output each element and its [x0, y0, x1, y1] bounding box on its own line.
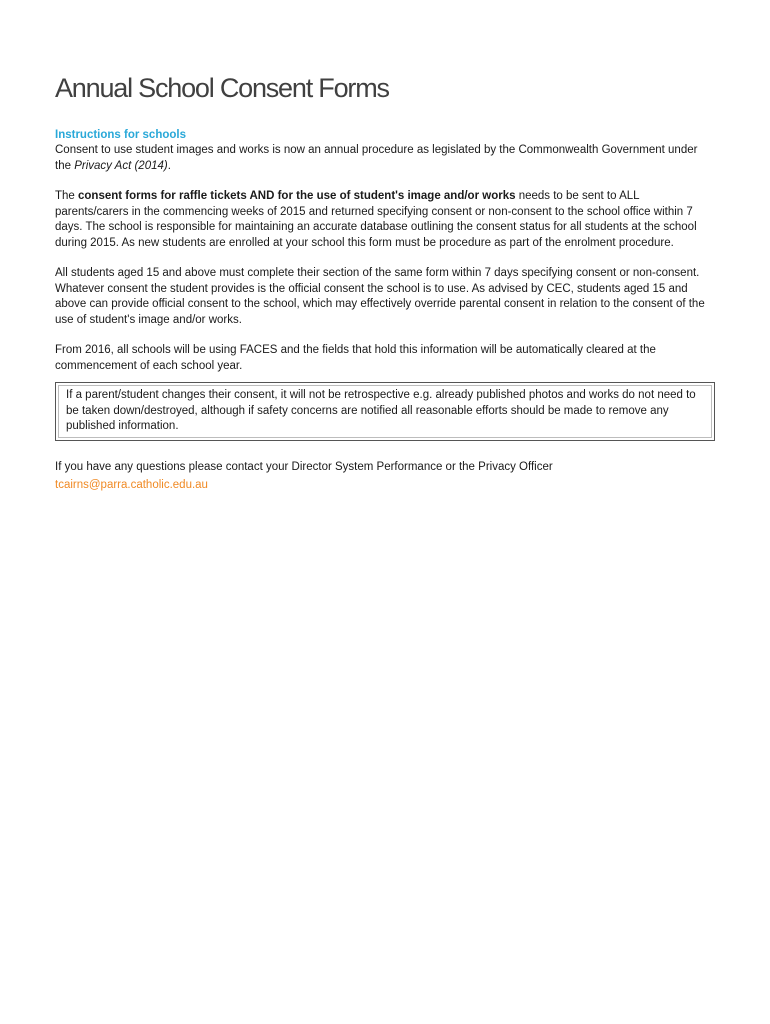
paragraph-consent-forms-pre: The: [55, 190, 79, 202]
paragraph-privacy-act-text: Consent to use student images and works is now an annual procedure as legislated by the Commonwealth Government under the: [55, 144, 698, 172]
email-link[interactable]: tcairns@parra.catholic.edu.au: [55, 479, 208, 491]
instructions-subheading: Instructions for schools: [55, 129, 186, 141]
consent-forms-emphasis: consent forms for raffle tickets AND for the use of student's image and/or works: [78, 190, 516, 202]
paragraph-privacy-act-end: .: [167, 159, 171, 172]
paragraph-privacy-act: [55, 143, 715, 174]
paragraph-faces: From 2016, all schools will be using FACES and the fields that hold this information will be automatically cleared at the commencement of each school year.: [55, 344, 656, 372]
paragraph-consent-forms: [55, 189, 715, 251]
notice-box: [55, 382, 715, 441]
page-title: Annual School Consent Forms: [55, 73, 389, 103]
contact-text: If you have any questions please contact your Director System Performance or the Privacy Officer: [55, 460, 553, 473]
document-page: [55, 0, 715, 494]
paragraph-student-consent: All students aged 15 and above must complete their section of the same form within 7 days specifying consent or non-consent. Whatever consent the student provides is the official consent the school is to use. As advised by CEC, students aged 15 and above can provide official consent to the school, which may effectively override parental consent in relation to the consent of the use of student's image and/or works.: [55, 267, 705, 326]
privacy-act-reference: Privacy Act (2014): [74, 159, 168, 172]
paragraph-consent-forms-post: needs to be sent to ALL parents/carers in the commencing weeks of 2015 and returned specifying consent or non-consent to the school office within 7 days. The school is responsible for maintaining an accurate database outlining the consent status for all students at the school during 2015. As new students are enrolled at your school this form must be procedure as part of the enrolment procedure.: [55, 190, 697, 249]
notice-text: If a parent/student changes their consent, it will not be retrospective e.g. already published photos and works do not need to be taken down/destroyed, although if safety concerns are notified all reasonable efforts should be made to remove any published information.: [58, 385, 712, 438]
